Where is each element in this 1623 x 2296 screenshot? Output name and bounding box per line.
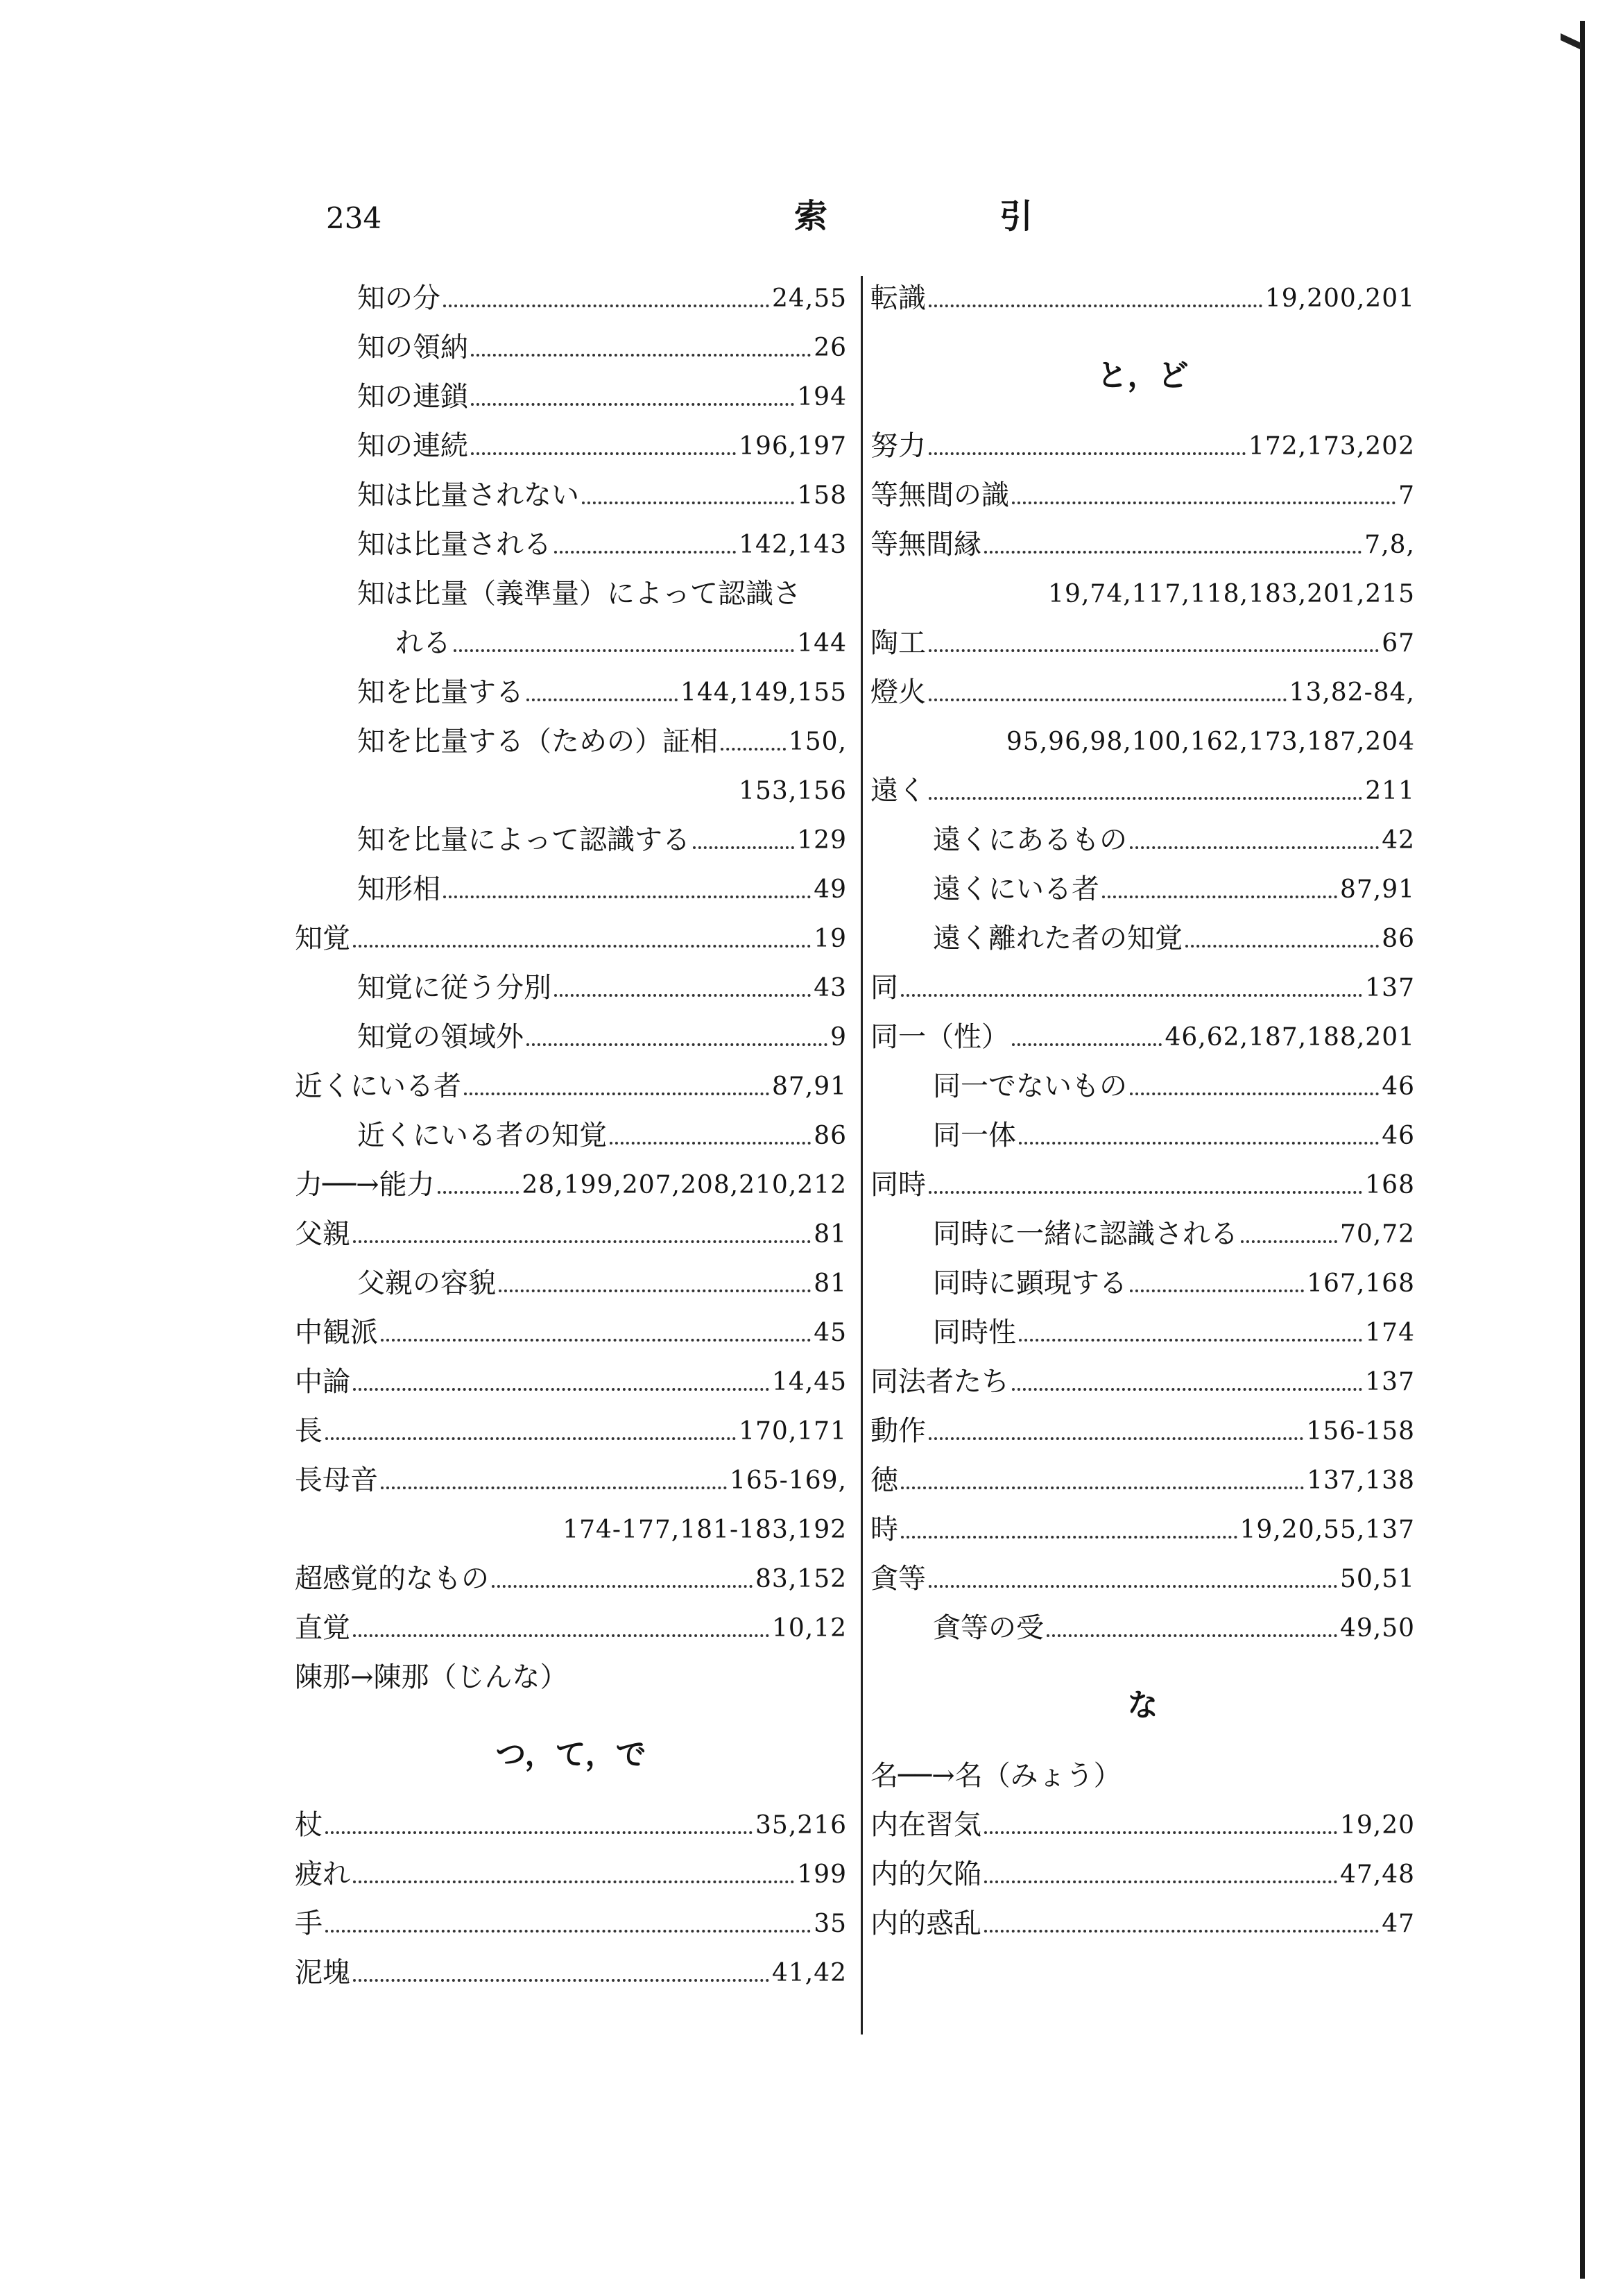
leader-dots (353, 1881, 794, 1883)
entry-term: 等無間の識 (870, 479, 1009, 511)
leader-dots (1019, 1142, 1379, 1145)
entry-term: 知を比量する (357, 676, 524, 708)
leader-dots (438, 1191, 519, 1194)
entry-pages: 19,200,201 (1264, 284, 1415, 313)
index-entry (870, 520, 1415, 569)
index-entry (870, 1554, 1415, 1604)
leader-dots (929, 305, 1262, 307)
index-entry (870, 1850, 1415, 1899)
entry-pages: 174-177,181-183,192 (563, 1516, 847, 1544)
index-entry (870, 1013, 1415, 1062)
index-entry (295, 1308, 847, 1357)
entry-term: 燈火 (870, 676, 926, 708)
entry-term: 中観派 (295, 1317, 378, 1348)
leader-dots (471, 403, 794, 406)
leader-dots (984, 1881, 1337, 1883)
leader-dots (325, 1831, 753, 1834)
leader-dots (984, 551, 1362, 554)
column-divider (861, 276, 863, 2034)
entry-pages: 26 (814, 334, 847, 362)
index-subentry (295, 372, 847, 422)
leader-dots (901, 1536, 1237, 1539)
entry-pages: 156-158 (1306, 1417, 1415, 1446)
leader-dots (1130, 1093, 1379, 1095)
leader-dots (325, 1437, 736, 1440)
entry-pages: 45 (814, 1319, 847, 1347)
leader-dots (526, 699, 678, 701)
index-subentry (870, 914, 1415, 963)
index-subentry (870, 1210, 1415, 1259)
leader-dots (901, 1487, 1304, 1489)
entry-pages: 86 (814, 1122, 847, 1150)
index-entry (295, 1357, 847, 1407)
leader-dots (454, 649, 794, 652)
entry-term: 知覚に従う分別 (357, 972, 551, 1004)
entry-pages: 10,12 (771, 1614, 847, 1643)
entry-term: 直覚 (295, 1612, 350, 1644)
entry-term: 知を比量によって認識する (357, 824, 690, 856)
entry-pages: 19 (814, 925, 847, 953)
entry-term: 同法者たち (870, 1366, 1009, 1398)
leader-dots (929, 699, 1287, 701)
index-subentry (295, 619, 847, 668)
index-entry (870, 1801, 1415, 1850)
entry-pages: 144,149,155 (680, 678, 847, 707)
page-corner-mark (1561, 33, 1581, 50)
index-entry (295, 1604, 847, 1653)
entry-pages: 95,96,98,100,162,173,187,204 (1006, 728, 1415, 756)
index-subentry (870, 1111, 1415, 1160)
index-subentry (870, 816, 1415, 865)
entry-pages: 172,173,202 (1248, 432, 1415, 461)
index-subentry (295, 569, 847, 619)
index-entry (870, 668, 1415, 717)
index-subentry (295, 865, 847, 914)
entry-term: 知覚の領域外 (357, 1021, 524, 1053)
entry-term: 時 (870, 1514, 898, 1545)
entry-pages: 211 (1365, 777, 1415, 805)
leader-dots (499, 1290, 811, 1292)
index-entry (870, 274, 1415, 323)
entry-pages: 13,82-84, (1289, 678, 1415, 707)
entry-pages: 129 (797, 826, 847, 855)
leader-dots (353, 1240, 811, 1243)
index-subentry (870, 1604, 1415, 1653)
leader-dots (1102, 896, 1337, 898)
entry-pages: 158 (797, 481, 847, 510)
index-entry (870, 766, 1415, 816)
leader-dots (984, 1831, 1337, 1834)
entry-pages: 83,152 (755, 1565, 847, 1593)
entry-term: 知の連続 (357, 430, 468, 462)
entry-term: 内的惑乱 (870, 1908, 981, 1939)
leader-dots (929, 797, 1362, 800)
entry-term: 知の領納 (357, 332, 468, 363)
index-subentry (870, 865, 1415, 914)
entry-term: 遠くにいる者 (933, 873, 1099, 905)
entry-pages: 42 (1382, 826, 1415, 855)
leader-dots (381, 1339, 811, 1342)
leader-dots (353, 1388, 769, 1391)
index-subentry (870, 1259, 1415, 1308)
page-number: 234 (326, 201, 382, 235)
entry-term: 等無間縁 (870, 529, 981, 560)
index-entry (870, 963, 1415, 1013)
entry-term: 手 (295, 1908, 323, 1939)
entry-term: 同時に顕現する (933, 1267, 1127, 1299)
entry-pages: 9 (830, 1023, 847, 1052)
index-entry (295, 914, 847, 963)
index-subentry (870, 1308, 1415, 1357)
leader-dots (526, 1043, 827, 1046)
leader-dots (721, 748, 786, 751)
entry-pages: 43 (814, 974, 847, 1002)
entry-pages: 137 (1365, 1368, 1415, 1396)
entry-pages: 144 (797, 629, 847, 658)
entry-term: 貪等の受 (933, 1612, 1044, 1644)
entry-term: 長母音 (295, 1464, 378, 1496)
entry-term: 努力 (870, 430, 926, 462)
index-entry (295, 1899, 847, 1948)
index-entry-continuation (870, 717, 1415, 766)
entry-term: 同時に一緒に認識される (933, 1218, 1238, 1250)
entry-pages: 137 (1365, 974, 1415, 1002)
leader-dots (929, 452, 1246, 455)
entry-pages: 153,156 (739, 777, 847, 805)
leader-dots (1130, 1290, 1304, 1292)
entry-term: 近くにいる者 (295, 1070, 461, 1102)
entry-term: 超感覚的なもの (295, 1563, 489, 1595)
entry-pages: 168 (1365, 1171, 1415, 1199)
entry-pages: 165-169, (729, 1466, 847, 1495)
leader-dots (471, 452, 736, 455)
index-entry-continuation (870, 569, 1415, 619)
leader-dots (353, 1979, 769, 1982)
entry-term: 疲れ (295, 1858, 350, 1890)
entry-term: 中論 (295, 1366, 350, 1398)
leader-dots (901, 994, 1362, 997)
entry-term: 知は比量（義準量）によって認識さ (357, 578, 801, 610)
entry-pages: 196,197 (739, 432, 847, 461)
entry-pages: 170,171 (739, 1417, 847, 1446)
index-subentry (295, 1111, 847, 1160)
index-entry (870, 1899, 1415, 1948)
leader-dots (443, 896, 811, 898)
entry-term: 同一（性） (870, 1021, 1009, 1053)
entry-pages: 194 (797, 383, 847, 411)
entry-pages: 35 (814, 1910, 847, 1938)
index-subentry (295, 963, 847, 1013)
leader-dots (582, 502, 794, 504)
index-entry-continuation (295, 766, 847, 816)
entry-pages: 14,45 (771, 1368, 847, 1396)
leader-dots (1241, 1240, 1337, 1243)
entry-term: 動作 (870, 1415, 926, 1447)
entry-pages: 87,91 (1339, 875, 1415, 904)
section-heading: と，ど (1097, 358, 1189, 393)
index-entry (295, 1801, 847, 1850)
leader-dots (492, 1585, 753, 1588)
index-entry (870, 1505, 1415, 1554)
leader-dots (929, 1585, 1337, 1588)
entry-term: 長 (295, 1415, 323, 1447)
entry-term: 知の分 (357, 282, 440, 314)
index-entry (295, 1948, 847, 1998)
index-subentry (295, 274, 847, 323)
index-entry (870, 1456, 1415, 1505)
index-entry (295, 1062, 847, 1111)
leader-dots (554, 994, 811, 997)
entry-term: 杖 (295, 1809, 323, 1841)
leader-dots (1185, 945, 1379, 948)
entry-pages: 28,199,207,208,210,212 (522, 1171, 847, 1199)
index-column-right (870, 274, 1415, 1948)
index-subentry (295, 520, 847, 569)
leader-dots (1012, 1043, 1162, 1046)
index-subentry (295, 668, 847, 717)
index-entry (295, 1554, 847, 1604)
leader-dots (929, 649, 1379, 652)
index-entry (870, 1407, 1415, 1456)
leader-dots (1012, 502, 1396, 504)
leader-dots (929, 1437, 1303, 1440)
entry-pages: 19,20,55,137 (1239, 1516, 1415, 1544)
index-subentry (295, 816, 847, 865)
index-entry (870, 619, 1415, 668)
entry-term: 同時 (870, 1169, 926, 1201)
entry-pages: 137,138 (1307, 1466, 1415, 1495)
index-entry (870, 471, 1415, 520)
entry-term: 同一でないもの (933, 1070, 1127, 1102)
entry-pages: 35,216 (755, 1811, 847, 1840)
entry-pages: 174 (1365, 1319, 1415, 1347)
index-entry (870, 1751, 1415, 1801)
entry-pages: 7,8, (1364, 531, 1415, 559)
leader-dots (1012, 1388, 1362, 1391)
entry-term: 知覚 (295, 923, 350, 954)
leader-dots (1130, 846, 1379, 849)
entry-pages: 150, (788, 728, 847, 756)
index-subentry (295, 323, 847, 372)
index-subentry (295, 471, 847, 520)
leader-dots (929, 1191, 1362, 1194)
leader-dots (353, 1634, 769, 1637)
entry-pages: 49,50 (1339, 1614, 1415, 1643)
entry-pages: 49 (814, 875, 847, 904)
entry-term: 知は比量されない (357, 479, 579, 511)
leader-dots (610, 1142, 811, 1145)
index-entry (870, 1160, 1415, 1210)
running-head: 索 引 (794, 197, 1103, 236)
entry-pages: 67 (1382, 629, 1415, 658)
entry-pages: 46 (1382, 1122, 1415, 1150)
entry-term: れる (395, 627, 451, 659)
entry-term: 内的欠陥 (870, 1858, 981, 1890)
entry-pages: 81 (814, 1220, 847, 1249)
leader-dots (381, 1487, 727, 1489)
entry-term: 近くにいる者の知覚 (357, 1120, 607, 1151)
entry-term: 同 (870, 972, 898, 1004)
index-entry (295, 1850, 847, 1899)
entry-pages: 46,62,187,188,201 (1165, 1023, 1415, 1052)
entry-term: 知形相 (357, 873, 440, 905)
index-subentry (870, 1062, 1415, 1111)
leader-dots (1047, 1634, 1337, 1637)
entry-pages: 46 (1382, 1072, 1415, 1101)
index-entry (295, 1407, 847, 1456)
entry-term: 転識 (870, 282, 926, 314)
entry-pages: 70,72 (1339, 1220, 1415, 1249)
entry-term: 父親 (295, 1218, 350, 1250)
page-edge-shadow (1580, 21, 1585, 2279)
entry-pages: 199 (797, 1860, 847, 1889)
index-subentry (295, 1013, 847, 1062)
section-heading: つ，て，で (495, 1737, 646, 1772)
index-entry (295, 1456, 847, 1505)
entry-term: 知の連鎖 (357, 381, 468, 413)
entry-pages: 81 (814, 1269, 847, 1298)
entry-pages: 19,20 (1339, 1811, 1415, 1840)
entry-term: 陶工 (870, 627, 926, 659)
entry-term: 遠くにあるもの (933, 824, 1127, 856)
entry-pages: 167,168 (1307, 1269, 1415, 1298)
entry-pages: 47,48 (1339, 1860, 1415, 1889)
leader-dots (443, 305, 769, 307)
entry-term: 力──→能力 (295, 1169, 435, 1201)
leader-dots (693, 846, 794, 849)
entry-pages: 50,51 (1339, 1565, 1415, 1593)
entry-pages: 24,55 (771, 284, 847, 313)
entry-term: 知を比量する（ための）証相 (357, 726, 718, 757)
leader-dots (471, 354, 811, 357)
entry-term: 知は比量される (357, 529, 551, 560)
entry-term: 徳 (870, 1464, 898, 1496)
entry-term: 遠く離れた者の知覚 (933, 923, 1183, 954)
leader-dots (353, 945, 811, 948)
index-subentry (295, 422, 847, 471)
leader-dots (554, 551, 736, 554)
entry-term: 同時性 (933, 1317, 1016, 1348)
entry-pages: 19,74,117,118,183,201,215 (1048, 580, 1415, 608)
entry-term: 泥塊 (295, 1957, 350, 1989)
index-subentry (295, 717, 847, 766)
section-heading: な (1127, 1688, 1158, 1723)
leader-dots (464, 1093, 769, 1095)
index-entry (870, 422, 1415, 471)
entry-term: 遠く (870, 775, 926, 807)
index-column-left (295, 274, 847, 1998)
entry-term: 貪等 (870, 1563, 926, 1595)
leader-dots (1019, 1339, 1362, 1342)
entry-term: 内在習気 (870, 1809, 981, 1841)
leader-dots (984, 1930, 1379, 1933)
entry-pages: 7 (1398, 481, 1415, 510)
entry-term: 名──→名（みょう） (870, 1760, 1122, 1792)
entry-pages: 87,91 (771, 1072, 847, 1101)
index-entry (295, 1653, 847, 1702)
entry-pages: 47 (1382, 1910, 1415, 1938)
index-entry (295, 1210, 847, 1259)
entry-pages: 142,143 (739, 531, 847, 559)
entry-term: 陳那→陳那（じんな） (295, 1661, 568, 1693)
entry-pages: 86 (1382, 925, 1415, 953)
index-entry (870, 1357, 1415, 1407)
leader-dots (325, 1930, 811, 1933)
entry-term: 父親の容貌 (357, 1267, 496, 1299)
entry-term: 同一体 (933, 1120, 1016, 1151)
index-subentry (295, 1259, 847, 1308)
index-entry (295, 1160, 847, 1210)
entry-pages: 41,42 (771, 1959, 847, 1987)
index-entry-continuation (295, 1505, 847, 1554)
